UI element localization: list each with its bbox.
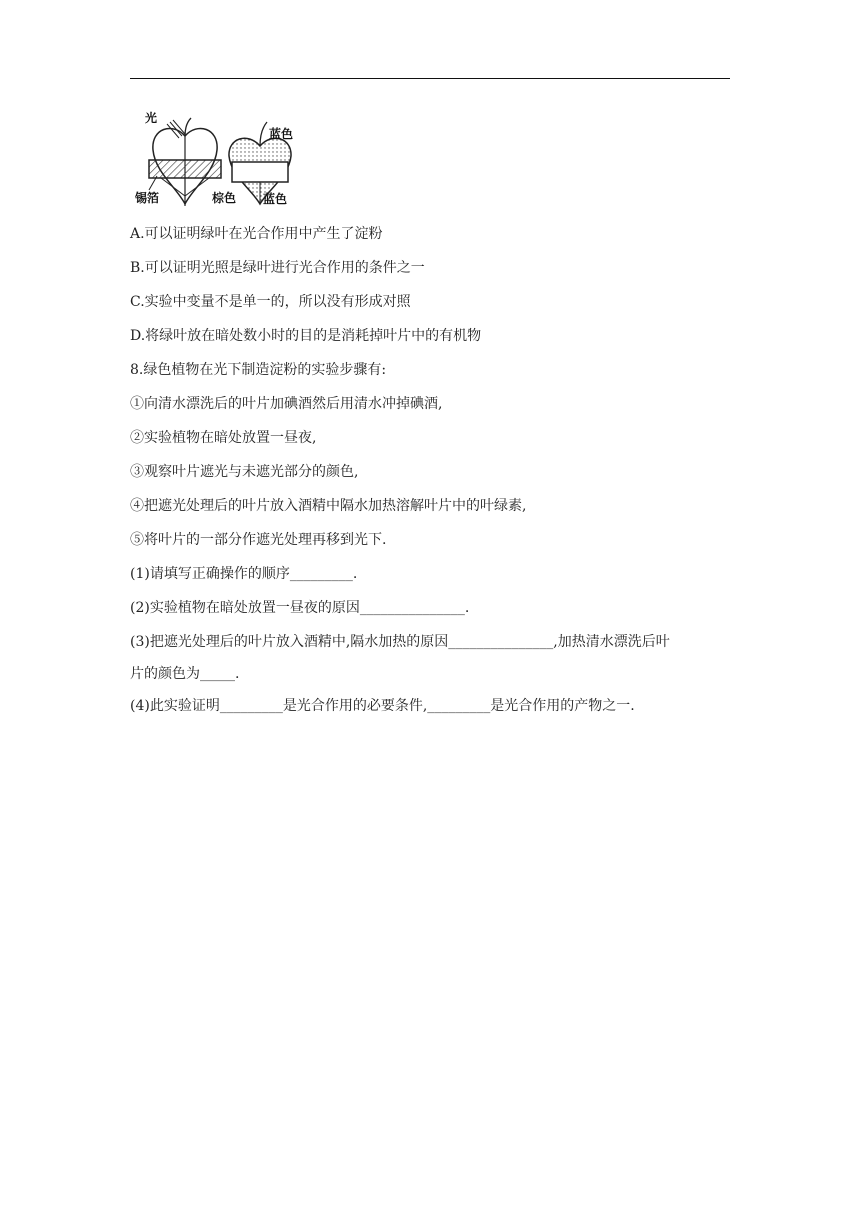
question-8-title: 8.绿色植物在光下制造淀粉的实验步骤有: [130,362,387,378]
label-brown: 棕色 [212,191,237,205]
sub-question-1: (1)请填写正确操作的顺序_________. [130,566,358,582]
label-light: 光 [145,111,158,125]
sub-question-3-line-1: (3)把遮光处理后的叶片放入酒精中,隔水加热的原因_______________,加热清水漂洗后叶 [130,634,670,650]
step-2: ②实验植物在暗处放置一昼夜, [130,430,317,446]
sub-question-4: (4)此实验证明_________是光合作用的必要条件,_________是光合作用的产物之一. [130,698,635,714]
leaf-experiment-figure [135,110,295,206]
option-a: A.可以证明绿叶在光合作用中产生了淀粉 [130,226,383,242]
header-rule [130,78,730,79]
step-1: ①向清水漂洗后的叶片加碘酒然后用清水冲掉碘酒, [130,396,443,412]
step-3: ③观察叶片遮光与未遮光部分的颜色, [130,464,359,480]
option-c: C.实验中变量不是单一的，所以没有形成对照 [130,294,411,310]
left-leaf [135,110,221,206]
sub-question-2: (2)实验植物在暗处放置一昼夜的原因_______________. [130,600,470,616]
sub-question-3-line-2: 片的颜色为_____. [130,666,240,682]
step-5: ⑤将叶片的一部分作遮光处理再移到光下. [130,532,387,548]
label-blue-bottom: 蓝色 [263,192,288,206]
option-b: B.可以证明光照是绿叶进行光合作用的条件之一 [130,260,425,276]
label-blue-top: 蓝色 [269,127,294,141]
step-4: ④把遮光处理后的叶片放入酒精中隔水加热溶解叶片中的叶绿素, [130,498,527,514]
right-leaf [212,122,293,206]
label-foil: 锡箔 [135,191,160,205]
option-d: D.将绿叶放在暗处数小时的目的是消耗掉叶片中的有机物 [130,328,482,344]
